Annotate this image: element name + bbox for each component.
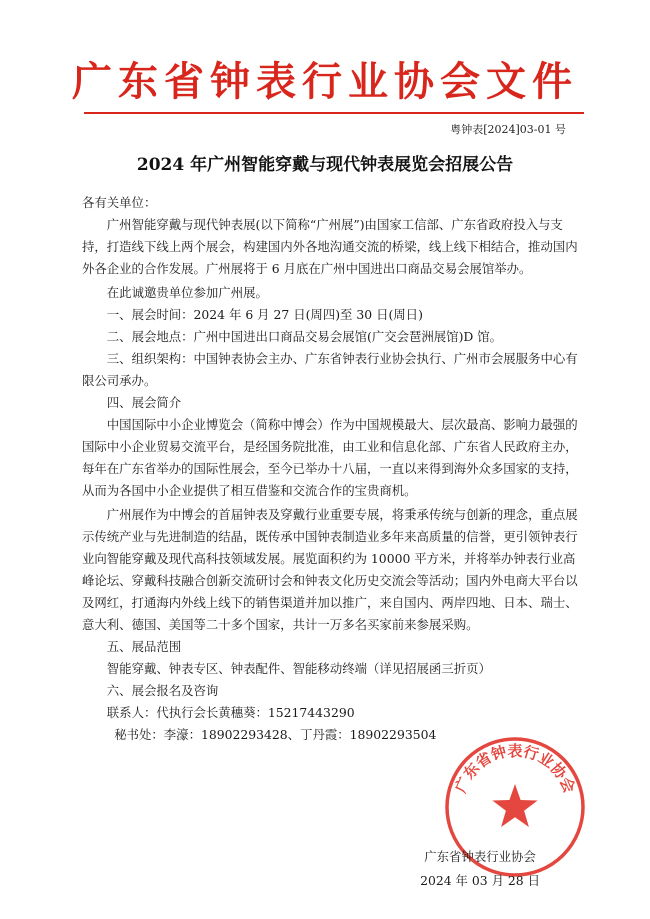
- introduction-paragraph-2: 广州展作为中博会的首届钟表及穿戴行业重要专展，将秉承传统与创新的理念，重点展示传统产业与先进制造的结晶，既传承中国钟表制造业多年来高质量的信誉，更引领钟表行业向智能穿戴及现代高科技领域发展。展览面积约为 10000 平方米，并将举办钟表行业高峰论坛、穿戴科技融合创新交流研讨会和钟表文化历史交流会等活动；国内外电商大平台以及网红，打通海内外线上线下的销售渠道并加以推广，来自国内、两岸四地、日本、瑞士、意大利、德国、美国等二十多个国家，共计一万多名买家前来参展采购。: [82, 507, 578, 632]
- contact-person-line: 联系人：代执行会长黄穗葵：15217443290: [106, 705, 355, 720]
- seal-star-icon: [492, 784, 537, 827]
- letterhead-divider: [84, 112, 584, 114]
- introduction-paragraph-1: 中国国际中小企业博览会（简称中博会）作为中国规模最大、层次最高、影响力最强的国际中小企业贸易交流平台，是经国务院批准，由工业和信息化部、广东省人民政府主办，每年在广东省举办的国际性展会，至今已举办十八届，一直以来得到海外众多国家的支持，从而为各国中小企业提供了相互借鉴和交流合作的宝贵商机。: [82, 417, 578, 498]
- invitation-paragraph: 在此诚邀贵单位参加广州展。: [106, 285, 268, 300]
- section-introduction-heading: 四、展会简介: [106, 395, 182, 410]
- signature-organization: 广东省钟表行业协会: [424, 849, 536, 864]
- salutation: 各有关单位：: [82, 195, 157, 210]
- section-organization: 三、组织架构：中国钟表协会主办、广东省钟表行业协会执行、广州市会展服务中心有限公司承办。: [82, 351, 578, 388]
- signature-date: 2024 年 03 月 28 日: [420, 873, 540, 888]
- section-location: 二、展会地点：广州中国进出口商品交易会展馆(广交会琶洲展馆)D 馆。: [106, 329, 503, 344]
- section-registration-heading: 六、展会报名及咨询: [106, 683, 219, 698]
- section-exhibits-heading: 五、展品范围: [106, 639, 182, 654]
- document-title: 2024 年广州智能穿戴与现代钟表展览会招展公告: [136, 155, 514, 175]
- intro-paragraph: 广州智能穿戴与现代钟表展(以下简称“广州展”)由国家工信部、广东省政府投入与支持，打造线下线上两个展会，构建国内外各地沟通交流的桥梁，线上线下相结合，推动国内外各企业的合作发展。广州展将于 6 月底在广州中国进出口商品交易会展馆举办。: [82, 217, 578, 276]
- exhibits-scope: 智能穿戴、钟表专区、钟表配件、智能移动终端（详见招展函三折页）: [106, 661, 491, 676]
- letterhead-title: 广东省钟表行业协会文件: [72, 59, 578, 105]
- document-number: 粤钟表[2024]03-01 号: [450, 123, 566, 136]
- document-body: [82, 192, 582, 746]
- seal-text: 广东省钟表行业协会: [451, 741, 579, 796]
- secretariat-line: 秘书处：李濠：18902293428、丁丹霞：18902293504: [114, 727, 437, 742]
- signature-block: [420, 845, 540, 893]
- section-time: 一、展会时间：2024 年 6 月 27 日(周四)至 30 日(周日): [106, 307, 423, 322]
